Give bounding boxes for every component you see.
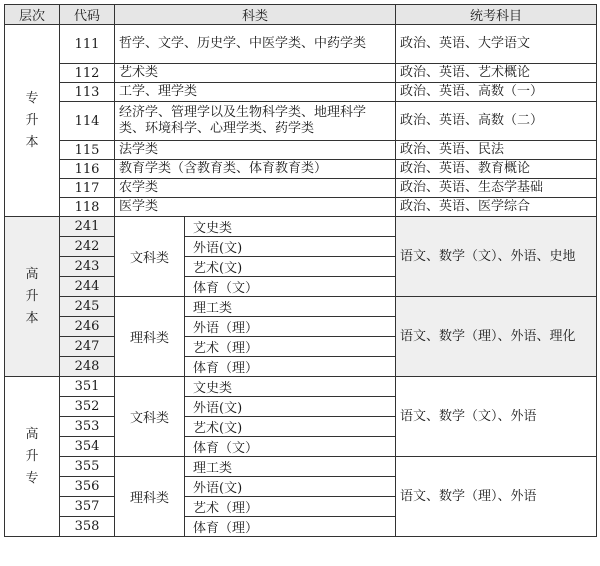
code-cell: 357 (60, 497, 115, 517)
code-cell: 241 (60, 217, 115, 237)
level-cell: 专升本 (5, 25, 60, 217)
table-row (5, 102, 597, 141)
subcategory-cell: 艺术(文) (185, 257, 396, 277)
code-cell: 358 (60, 517, 115, 537)
subjects-cell: 政治、英语、艺术概论 (396, 64, 597, 83)
code-cell: 118 (60, 198, 115, 217)
subcategory-cell: 体育（文） (185, 437, 396, 457)
code-cell: 248 (60, 357, 115, 377)
table-row (5, 198, 597, 217)
table-row (5, 217, 597, 237)
subcategory-cell: 艺术（理） (185, 497, 396, 517)
header-category: 科类 (115, 5, 396, 25)
category-cell: 经济学、管理学以及生物科学类、地理科学类、环境科学、心理学类、药学类 (115, 102, 396, 141)
code-cell: 351 (60, 377, 115, 397)
category-cell: 农学类 (115, 179, 396, 198)
table-row (5, 25, 597, 64)
subjects-cell: 政治、英语、医学综合 (396, 198, 597, 217)
subcategory-cell: 文史类 (185, 217, 396, 237)
subjects-cell: 语文、数学（理）、外语 (396, 457, 597, 537)
group-cell: 理科类 (115, 457, 185, 537)
table-row (5, 179, 597, 198)
subcategory-cell: 外语(文) (185, 397, 396, 417)
subjects-cell: 政治、英语、生态学基础 (396, 179, 597, 198)
code-cell: 355 (60, 457, 115, 477)
header-code: 代码 (60, 5, 115, 25)
code-cell: 354 (60, 437, 115, 457)
subcategory-cell: 外语(文) (185, 237, 396, 257)
subcategory-cell: 艺术(文) (185, 417, 396, 437)
section-gaoshengzhuan (5, 377, 597, 537)
code-cell: 113 (60, 83, 115, 102)
section-gaoshengben (5, 217, 597, 377)
category-cell: 艺术类 (115, 64, 396, 83)
subcategory-cell: 外语(文) (185, 477, 396, 497)
group-cell: 文科类 (115, 377, 185, 457)
subjects-cell: 政治、英语、高数（二） (396, 102, 597, 141)
header-subjects: 统考科目 (396, 5, 597, 25)
table-row (5, 83, 597, 102)
code-cell: 244 (60, 277, 115, 297)
code-cell: 117 (60, 179, 115, 198)
subcategory-cell: 外语（理） (185, 317, 396, 337)
table-row (5, 64, 597, 83)
level-cell: 高升本 (5, 217, 60, 377)
code-cell: 111 (60, 25, 115, 64)
code-cell: 247 (60, 337, 115, 357)
code-cell: 352 (60, 397, 115, 417)
table-row (5, 457, 597, 477)
code-cell: 114 (60, 102, 115, 141)
group-cell: 理科类 (115, 297, 185, 377)
subcategory-cell: 体育（理） (185, 357, 396, 377)
subcategory-cell: 体育（理） (185, 517, 396, 537)
subcategory-cell: 理工类 (185, 457, 396, 477)
subjects-cell: 政治、英语、高数（一） (396, 83, 597, 102)
code-cell: 243 (60, 257, 115, 277)
subjects-cell: 政治、英语、大学语文 (396, 25, 597, 64)
code-cell: 356 (60, 477, 115, 497)
code-cell: 353 (60, 417, 115, 437)
header-level: 层次 (5, 5, 60, 25)
category-cell: 教育学类（含教育类、体育教育类） (115, 160, 396, 179)
code-cell: 112 (60, 64, 115, 83)
exam-subjects-table (4, 4, 597, 537)
table-row (5, 297, 597, 317)
table-row (5, 141, 597, 160)
subcategory-cell: 体育（文） (185, 277, 396, 297)
subjects-cell: 语文、数学（理）、外语、理化 (396, 297, 597, 377)
subjects-cell: 语文、数学（文）、外语 (396, 377, 597, 457)
table-row (5, 377, 597, 397)
group-cell: 文科类 (115, 217, 185, 297)
subjects-cell: 政治、英语、教育概论 (396, 160, 597, 179)
level-cell: 高升专 (5, 377, 60, 537)
subjects-cell: 语文、数学（文）、外语、史地 (396, 217, 597, 297)
code-cell: 116 (60, 160, 115, 179)
code-cell: 242 (60, 237, 115, 257)
subjects-cell: 政治、英语、民法 (396, 141, 597, 160)
section-zhuanshengben (5, 25, 597, 217)
code-cell: 115 (60, 141, 115, 160)
category-cell: 法学类 (115, 141, 396, 160)
subcategory-cell: 理工类 (185, 297, 396, 317)
category-cell: 医学类 (115, 198, 396, 217)
category-cell: 哲学、文学、历史学、中医学类、中药学类 (115, 25, 396, 64)
subcategory-cell: 艺术（理） (185, 337, 396, 357)
category-cell: 工学、理学类 (115, 83, 396, 102)
subcategory-cell: 文史类 (185, 377, 396, 397)
code-cell: 246 (60, 317, 115, 337)
table-row (5, 160, 597, 179)
code-cell: 245 (60, 297, 115, 317)
header-row (5, 5, 597, 25)
